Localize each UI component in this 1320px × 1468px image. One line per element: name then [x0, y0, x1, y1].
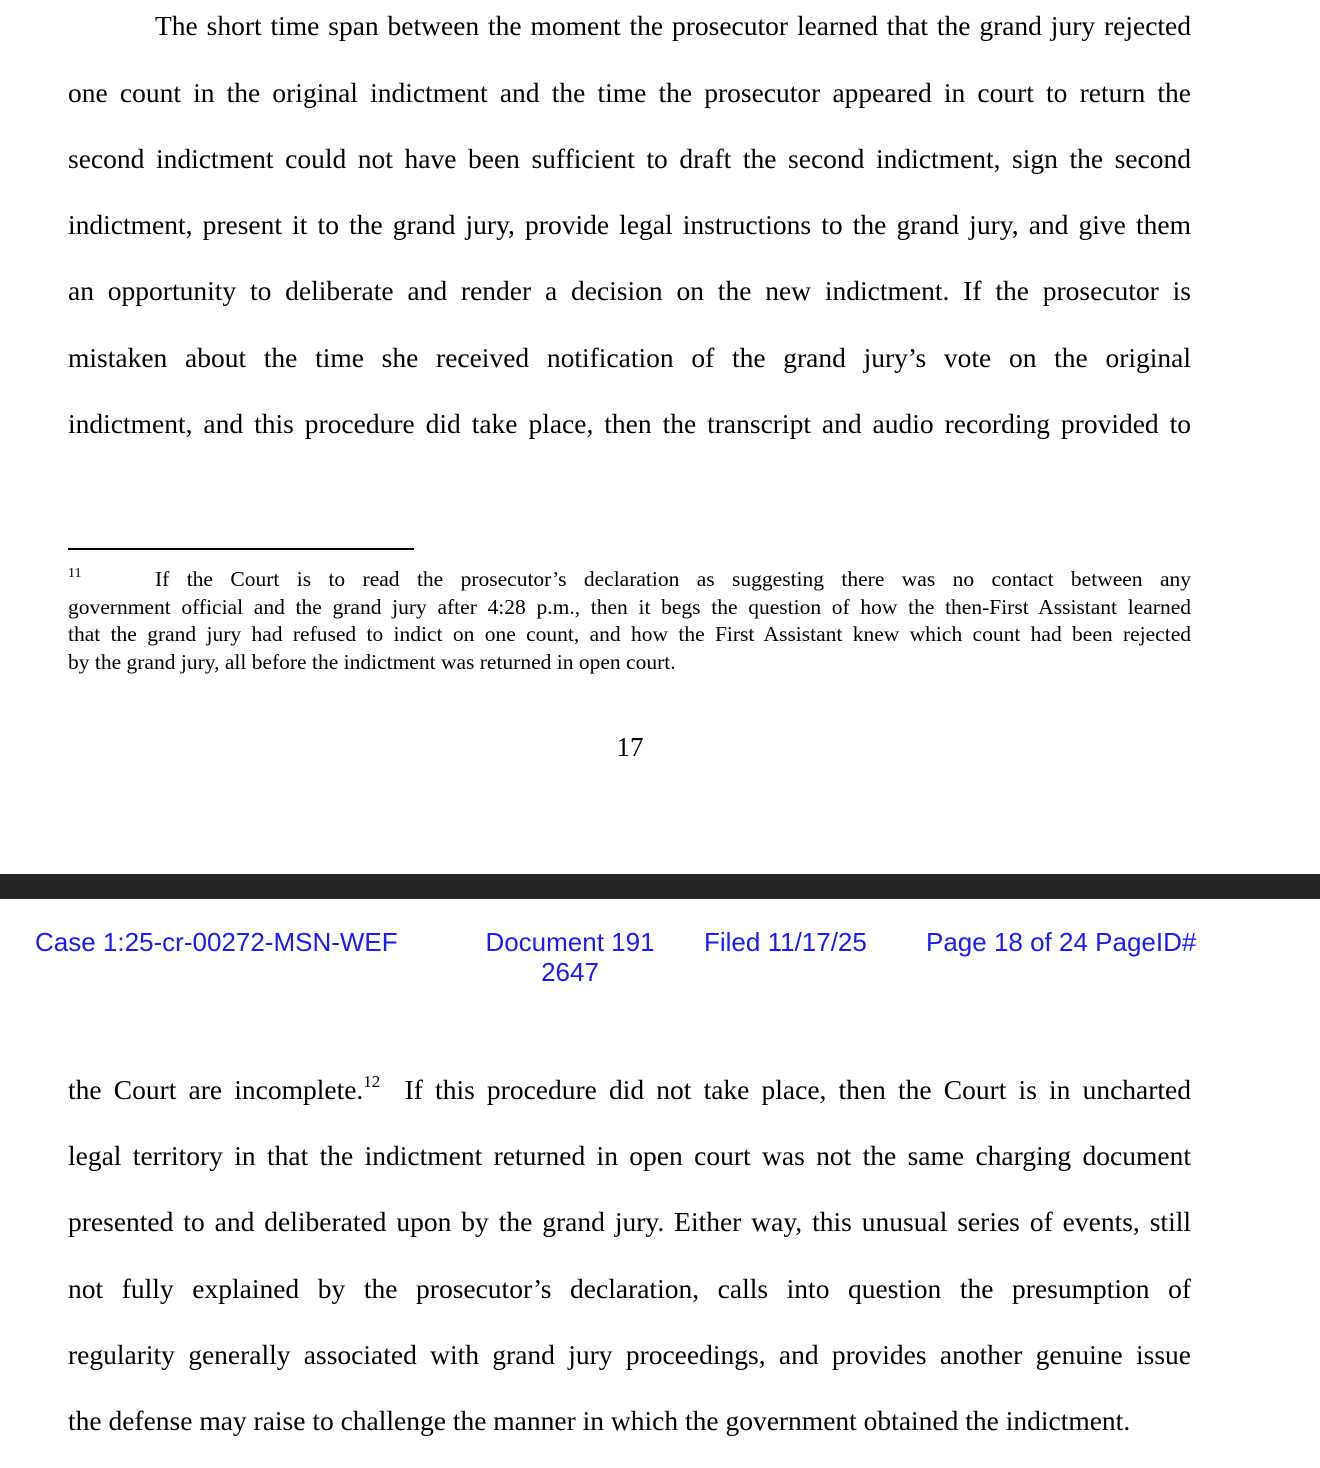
body-line-5: an opportunity to deliberate and render a decision on the new indictment. If the prosecutor is: [68, 275, 1191, 306]
body-line-6: mistaken about the time she received notification of the grand jury’s vote on the original: [68, 342, 1191, 373]
header-document: Document 191: [485, 927, 655, 957]
body-line-8-end: If this procedure did not take place, then the Court is in uncharted: [404, 1074, 1191, 1105]
body-line-8: [68, 1074, 1191, 1106]
body-line-7: indictment, and this procedure did take place, then the transcript and audio recording provided to: [68, 408, 1191, 439]
header-case-number: Case 1:25-cr-00272-MSN-WEF: [35, 927, 398, 957]
body-line-11: not fully explained by the prosecutor’s declaration, calls into question the presumption of: [68, 1273, 1191, 1304]
footnote-line-1: If the Court is to read the prosecutor’s declaration as suggesting there was no contact between any: [155, 567, 1191, 591]
body-line-12: regularity generally associated with grand jury proceedings, and provides another genuine issue: [68, 1339, 1191, 1370]
page-number: 17: [616, 732, 644, 762]
body-line-2: one count in the original indictment and the time the prosecutor appeared in court to return the: [68, 77, 1191, 108]
body-line-4: indictment, present it to the grand jury, provide legal instructions to the grand jury, and give them: [68, 209, 1191, 240]
header-filed-date: Filed 11/17/25: [704, 927, 867, 957]
header-page-count: Page 18 of 24 PageID#: [926, 927, 1197, 957]
footnote-line-4: by the grand jury, all before the indictment was returned in open court.: [68, 650, 676, 674]
body-line-3: second indictment could not have been sufficient to draft the second indictment, sign the second: [68, 143, 1191, 174]
body-line-9: legal territory in that the indictment returned in open court was not the same charging document: [68, 1140, 1191, 1171]
page-separator: [0, 874, 1320, 899]
body-line-13: the defense may raise to challenge the manner in which the government obtained the indictment.: [68, 1405, 1131, 1436]
footnote-line-2: government official and the grand jury after 4:28 p.m., then it begs the question of how the then-First Assistant learned: [68, 595, 1191, 619]
body-line-8-start: the Court are incomplete.: [68, 1074, 364, 1105]
footnote-ref-12: 12: [363, 1072, 381, 1091]
footnote-separator: [68, 548, 414, 550]
body-line-1: The short time span between the moment the prosecutor learned that the grand jury rejected: [155, 10, 1191, 41]
footnote-line-3: that the grand jury had refused to indict on one count, and how the First Assistant knew which count had been rejected: [68, 622, 1191, 646]
header-page-id: 2647: [541, 957, 599, 987]
footnote-number: 11: [68, 566, 82, 581]
body-line-10: presented to and deliberated upon by the grand jury. Either way, this unusual series of events, still: [68, 1206, 1191, 1237]
